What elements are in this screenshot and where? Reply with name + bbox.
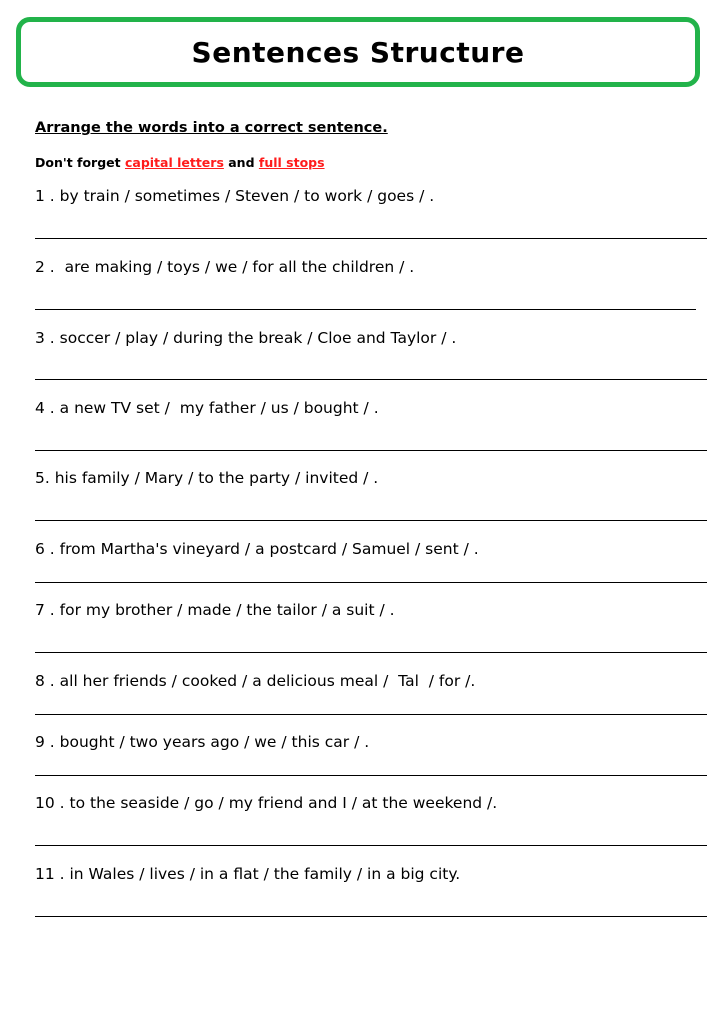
answer-line-7[interactable] bbox=[35, 652, 707, 653]
answer-line-9[interactable] bbox=[35, 775, 707, 776]
question-3: 3 . soccer / play / during the break / Cloe and Taylor / . bbox=[35, 329, 457, 347]
question-2: 2 . are making / toys / we / for all the children / . bbox=[35, 258, 415, 276]
worksheet-title: Sentences Structure bbox=[191, 35, 525, 69]
answer-line-6[interactable] bbox=[35, 582, 707, 583]
question-11: 11 . in Wales / lives / in a flat / the family / in a big city. bbox=[35, 865, 461, 883]
question-1: 1 . by train / sometimes / Steven / to work / goes / . bbox=[35, 187, 435, 205]
reminder-note bbox=[35, 155, 325, 170]
note-capital-letters: capital letters bbox=[124, 155, 224, 170]
answer-line-1[interactable] bbox=[35, 238, 707, 239]
title-box bbox=[16, 17, 700, 87]
note-middle: and bbox=[223, 155, 259, 170]
question-5: 5. his family / Mary / to the party / invited / . bbox=[35, 469, 379, 487]
answer-line-3[interactable] bbox=[35, 379, 707, 380]
instruction-text: Arrange the words into a correct sentence. bbox=[35, 120, 388, 136]
answer-line-2[interactable] bbox=[35, 309, 696, 310]
answer-line-4[interactable] bbox=[35, 450, 707, 451]
note-prefix: Don't forget bbox=[35, 155, 125, 170]
question-8: 8 . all her friends / cooked / a delicious meal / Tal / for /. bbox=[35, 672, 476, 690]
question-7: 7 . for my brother / made / the tailor / a suit / . bbox=[35, 601, 395, 619]
answer-line-5[interactable] bbox=[35, 520, 707, 521]
answer-line-8[interactable] bbox=[35, 714, 707, 715]
answer-line-10[interactable] bbox=[35, 845, 707, 846]
question-9: 9 . bought / two years ago / we / this car / . bbox=[35, 733, 370, 751]
question-10: 10 . to the seaside / go / my friend and I / at the weekend /. bbox=[35, 794, 498, 812]
question-6: 6 . from Martha's vineyard / a postcard / Samuel / sent / . bbox=[35, 540, 479, 558]
note-full-stops: full stops bbox=[258, 155, 325, 170]
question-4: 4 . a new TV set / my father / us / bought / . bbox=[35, 399, 379, 417]
answer-line-11[interactable] bbox=[35, 916, 707, 917]
